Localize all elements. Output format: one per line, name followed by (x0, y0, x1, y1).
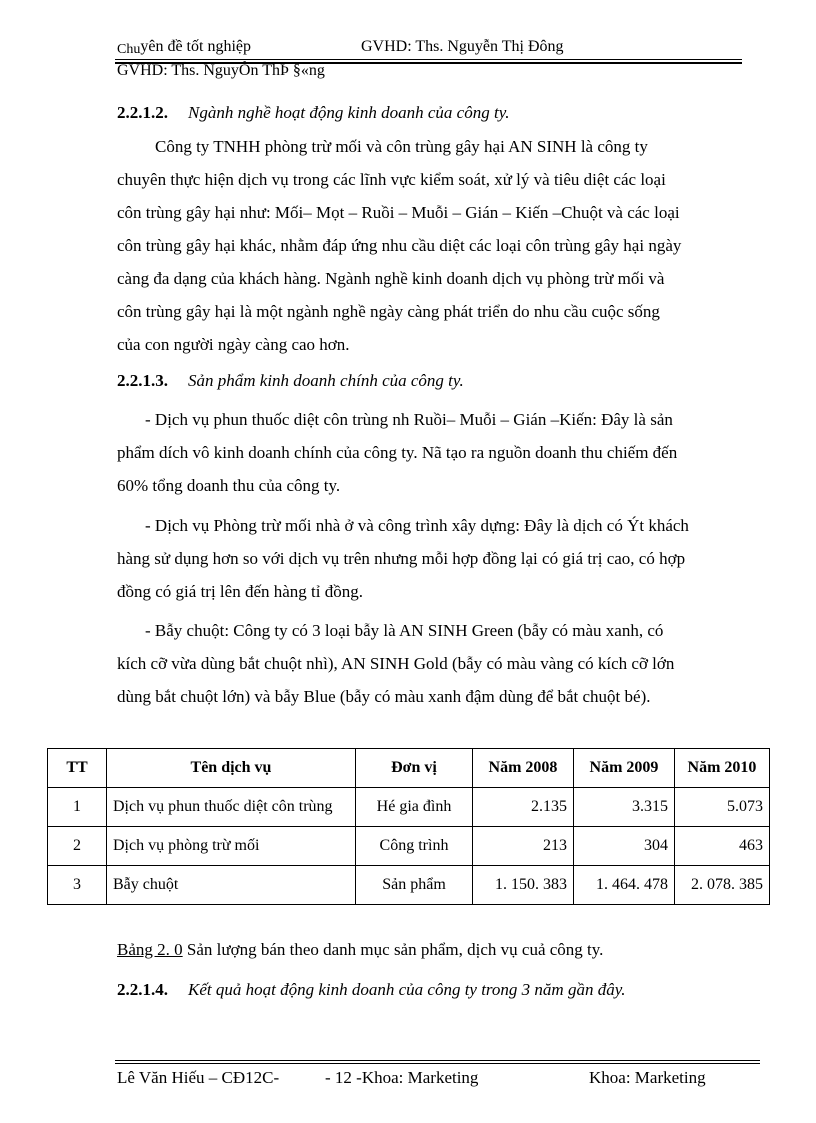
footer-rule (115, 1060, 760, 1061)
paragraph-spraying-service (117, 403, 757, 502)
table-cell: 3.315 (574, 788, 675, 827)
caption-label: Bảng 2. 0 (117, 940, 183, 959)
text-line: đồng có giá trị lên đến hàng tỉ đồng. (117, 582, 363, 601)
table-cell: 3 (48, 866, 107, 905)
section-title: Kết quả hoạt động kinh doanh của công ty trong 3 năm gần đây. (188, 980, 626, 999)
table-cell: 5.073 (675, 788, 770, 827)
footer-page-number: - 12 -Khoa: Marketing (325, 1068, 479, 1087)
table-cell: 2 (48, 827, 107, 866)
text-line: Công ty TNHH phòng trừ mối và côn trùng gây hại AN SINH là công ty (155, 137, 648, 156)
table-cell: 1 (48, 788, 107, 827)
header-cell: Đơn vị (356, 749, 473, 788)
text-line: côn trùng gây hại là một ngành nghề ngày càng phát triển do nhu cầu cuộc sống (117, 302, 660, 321)
paragraph-termite-service (117, 509, 757, 608)
section-title: Sản phẩm kinh doanh chính của công ty. (188, 371, 464, 390)
header-cell: Tên dịch vụ (107, 749, 356, 788)
text-line: - Dịch vụ phun thuốc diệt côn trùng nh Ruồi– Muỗi – Gián –Kiến: Đây là sản (145, 410, 673, 429)
text-line: càng đa dạng của khách hàng. Ngành nghề kinh doanh dịch vụ phòng trừ mối và (117, 269, 665, 288)
header-title: yên đề tốt nghiệp (140, 38, 251, 55)
header-gvhd: GVHD: Ths. Nguyễn Thị Đông (361, 38, 564, 55)
header-chu: Chu (117, 42, 141, 57)
section-heading-2-2-1-4 (117, 980, 626, 1000)
footer-rule-second (115, 1063, 760, 1064)
text-line: của con người ngày càng cao hơn. (117, 335, 350, 354)
text-line: - Dịch vụ Phòng trừ mối nhà ở và công trình xây dựng: Đây là dịch có Ýt khách (145, 516, 689, 535)
table-cell: Dịch vụ phun thuốc diệt côn trùng (107, 788, 356, 827)
table-cell: 1. 464. 478 (574, 866, 675, 905)
table-row (48, 866, 770, 905)
table-cell: Bẫy chuột (107, 866, 356, 905)
header-cell: TT (48, 749, 107, 788)
footer-author: Lê Văn Hiếu – CĐ12C- (117, 1068, 280, 1087)
service-volume-table (47, 748, 770, 905)
section-heading-2-2-1-2 (117, 103, 510, 123)
footer-department: Khoa: Marketing (589, 1068, 706, 1087)
page-header (117, 38, 564, 58)
header-cell: Năm 2008 (473, 749, 574, 788)
table-cell: 2.135 (473, 788, 574, 827)
section-number: 2.2.1.4. (117, 980, 168, 999)
text-line: hàng sử dụng hơn so với dịch vụ trên nhưng mỗi hợp đồng lại có giá trị cao, có hợp (117, 549, 686, 568)
section-heading-2-2-1-3 (117, 371, 464, 391)
text-line: côn trùng gây hại khác, nhằm đáp ứng nhu cầu diệt các loại côn trùng gây hại ngày (117, 236, 682, 255)
header-garbled-line: GVHD: Ths. NguyÔn ThÞ §«ng (117, 62, 325, 79)
table-cell: Sản phẩm (356, 866, 473, 905)
header-cell: Năm 2009 (574, 749, 675, 788)
table-cell: 2. 078. 385 (675, 866, 770, 905)
table-cell: 463 (675, 827, 770, 866)
text-line: dùng bắt chuột lớn) và bẫy Blue (bẫy có màu xanh đậm dùng để bắt chuột bé). (117, 687, 651, 706)
text-line: 60% tổng doanh thu của công ty. (117, 476, 341, 495)
table-row (48, 827, 770, 866)
caption-text: Sản lượng bán theo danh mục sản phẩm, dịch vụ cuả công ty. (182, 940, 604, 959)
table-cell: Dịch vụ phòng trừ mối (107, 827, 356, 866)
table-cell: 304 (574, 827, 675, 866)
table-header-row (48, 749, 770, 788)
table-cell: Công trình (356, 827, 473, 866)
section-number: 2.2.1.3. (117, 371, 168, 390)
table-cell: 1. 150. 383 (473, 866, 574, 905)
table-row (48, 788, 770, 827)
header-cell: Năm 2010 (675, 749, 770, 788)
text-line: chuyên thực hiện dịch vụ trong các lĩnh vực kiểm soát, xử lý và tiêu diệt các loại (117, 170, 666, 189)
text-line: côn trùng gây hại như: Mối– Mọt – Ruồi – Muỗi – Gián – Kiến –Chuột và các loại (117, 203, 680, 222)
section-number: 2.2.1.2. (117, 103, 168, 122)
paragraph-business-lines (117, 130, 757, 361)
table-cell: Hé gia đình (356, 788, 473, 827)
paragraph-rat-traps (117, 614, 757, 713)
table-cell: 213 (473, 827, 574, 866)
text-line: - Bẫy chuột: Công ty có 3 loại bẫy là AN SINH Green (bẫy có màu xanh, có (145, 621, 664, 640)
header-rule (115, 59, 742, 60)
section-title: Ngành nghề hoạt động kinh doanh của công ty. (188, 103, 510, 122)
text-line: kích cỡ vừa dùng bắt chuột nhì), AN SINH Gold (bẫy có màu vàng có kích cỡ lớn (117, 654, 675, 673)
table-caption (117, 940, 603, 960)
text-line: phẩm dích vô kinh doanh chính của công ty. Nã tạo ra nguồn doanh thu chiếm đến (117, 443, 678, 462)
